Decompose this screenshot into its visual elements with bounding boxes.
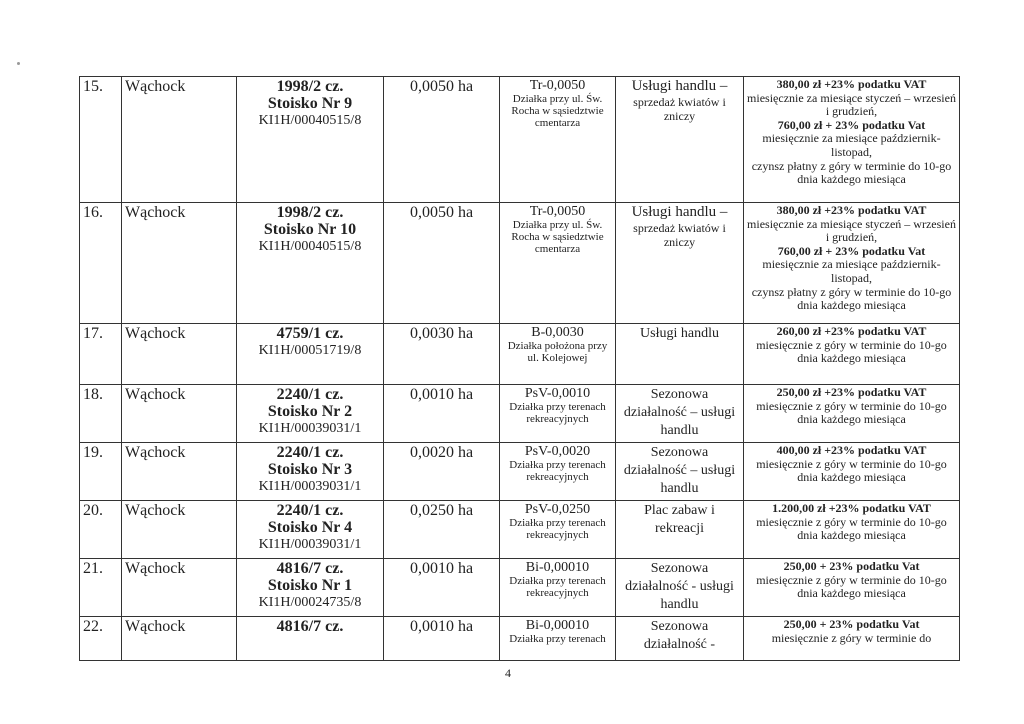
rent-cell bbox=[744, 617, 960, 661]
rent-line: miesięcznie za miesiące październik-listopad, bbox=[762, 131, 941, 159]
rent-line: miesięcznie z góry w terminie do bbox=[771, 630, 932, 645]
rent-line: 760,00 zł + 23% podatku Vat bbox=[777, 117, 926, 132]
rent-line: 380,00 zł +23% podatku VAT bbox=[776, 203, 927, 217]
parcel-cell bbox=[237, 443, 384, 501]
row-number: 18. bbox=[80, 385, 122, 443]
parcel-number: 4759/1 cz. bbox=[276, 325, 344, 342]
location: Wąchock bbox=[122, 617, 237, 661]
purpose-main: Usługi handlu bbox=[640, 326, 719, 341]
lease-table bbox=[79, 76, 960, 661]
plan-code: Bi-0,00010 bbox=[525, 618, 590, 633]
purpose-cell bbox=[616, 443, 744, 501]
purpose-main: Sezonowa działalność - bbox=[643, 619, 716, 652]
plan-description: Działka przy ul. Św. Rocha w sąsiedztwie cmentarza bbox=[511, 93, 604, 129]
row-number: 20. bbox=[80, 501, 122, 559]
land-register-number: KI1H/00040515/8 bbox=[258, 113, 362, 128]
row-number: 17. bbox=[80, 324, 122, 385]
page-number: 4 bbox=[505, 666, 511, 680]
parcel-cell bbox=[237, 617, 384, 661]
rent-cell bbox=[744, 443, 960, 501]
parcel-cell bbox=[237, 501, 384, 559]
plan-cell bbox=[500, 559, 616, 617]
land-register-number: KI1H/00051719/8 bbox=[258, 343, 362, 358]
stall-number: Stoisko Nr 1 bbox=[267, 577, 353, 594]
plan-code: Bi-0,00010 bbox=[525, 560, 590, 575]
plan-cell bbox=[500, 203, 616, 324]
row-number: 15. bbox=[80, 77, 122, 203]
purpose-sub: sprzedaż kwiatów i zniczy bbox=[633, 95, 726, 123]
plan-cell bbox=[500, 77, 616, 203]
row-number: 21. bbox=[80, 559, 122, 617]
purpose-cell bbox=[616, 385, 744, 443]
purpose-cell bbox=[616, 77, 744, 203]
area: 0,0250 ha bbox=[384, 501, 500, 559]
table-row bbox=[80, 501, 960, 559]
plan-cell bbox=[500, 617, 616, 661]
stall-number: Stoisko Nr 3 bbox=[267, 461, 353, 478]
area: 0,0030 ha bbox=[384, 324, 500, 385]
purpose-main: Sezonowa działalność - usługi handlu bbox=[625, 561, 734, 612]
parcel-cell bbox=[237, 77, 384, 203]
plan-code: PsV-0,0020 bbox=[524, 444, 591, 459]
parcel-number: 4816/7 cz. bbox=[276, 560, 344, 577]
parcel-number: 2240/1 cz. bbox=[276, 386, 344, 403]
plan-cell bbox=[500, 385, 616, 443]
table-row bbox=[80, 617, 960, 661]
land-register-number: KI1H/00039031/1 bbox=[258, 537, 362, 552]
location: Wąchock bbox=[122, 501, 237, 559]
table-row bbox=[80, 324, 960, 385]
purpose-main: Sezonowa działalność – usługi handlu bbox=[623, 387, 736, 438]
purpose-main: Plac zabaw i rekreacji bbox=[644, 503, 715, 536]
rent-line: czynsz płatny z góry w terminie do 10-go dnia każdego miesiąca bbox=[751, 158, 952, 187]
scan-speck bbox=[17, 62, 20, 65]
rent-cell bbox=[744, 324, 960, 385]
location: Wąchock bbox=[122, 203, 237, 324]
stall-number: Stoisko Nr 9 bbox=[267, 95, 353, 112]
plan-cell bbox=[500, 501, 616, 559]
parcel-number: 2240/1 cz. bbox=[276, 502, 344, 519]
parcel-cell bbox=[237, 203, 384, 324]
rent-line: 400,00 zł +23% podatku VAT bbox=[776, 443, 927, 457]
purpose-main: Usługi handlu – bbox=[631, 78, 728, 94]
rent-line: 1.200,00 zł +23% podatku VAT bbox=[772, 501, 931, 515]
plan-cell bbox=[500, 443, 616, 501]
area: 0,0050 ha bbox=[384, 77, 500, 203]
parcel-number: 1998/2 cz. bbox=[276, 78, 344, 95]
area: 0,0010 ha bbox=[384, 617, 500, 661]
parcel-cell bbox=[237, 559, 384, 617]
row-number: 22. bbox=[80, 617, 122, 661]
plan-description: Działka przy terenach rekreacyjnych bbox=[509, 401, 606, 425]
parcel-cell bbox=[237, 324, 384, 385]
purpose-cell bbox=[616, 559, 744, 617]
rent-line: miesięcznie z góry w terminie do 10-go dnia każdego miesiąca bbox=[756, 398, 947, 427]
plan-description: Działka przy terenach rekreacyjnych bbox=[509, 575, 606, 599]
area: 0,0050 ha bbox=[384, 203, 500, 324]
purpose-main: Usługi handlu – bbox=[631, 204, 728, 220]
rent-line: 250,00 zł +23% podatku VAT bbox=[776, 385, 927, 399]
land-register-number: KI1H/00039031/1 bbox=[258, 479, 362, 494]
table-row bbox=[80, 385, 960, 443]
row-number: 16. bbox=[80, 203, 122, 324]
location: Wąchock bbox=[122, 559, 237, 617]
rent-line: 380,00 zł +23% podatku VAT bbox=[776, 77, 927, 91]
land-register-number: KI1H/00040515/8 bbox=[258, 239, 362, 254]
plan-code: PsV-0,0250 bbox=[524, 502, 591, 517]
rent-line: 760,00 zł + 23% podatku Vat bbox=[777, 243, 926, 258]
parcel-number: 4816/7 cz. bbox=[276, 618, 344, 635]
rent-cell bbox=[744, 77, 960, 203]
rent-line: miesięcznie za miesiące styczeń – wrzesień i grudzień, bbox=[747, 90, 956, 119]
plan-description: Działka przy ul. Św. Rocha w sąsiedztwie cmentarza bbox=[511, 219, 604, 255]
location: Wąchock bbox=[122, 324, 237, 385]
table-row bbox=[80, 559, 960, 617]
rent-line: czynsz płatny z góry w terminie do 10-go dnia każdego miesiąca bbox=[751, 284, 952, 313]
plan-code: B-0,0030 bbox=[531, 325, 584, 340]
stall-number: Stoisko Nr 4 bbox=[267, 519, 353, 536]
plan-code: PsV-0,0010 bbox=[524, 386, 591, 401]
location: Wąchock bbox=[122, 443, 237, 501]
purpose-cell bbox=[616, 203, 744, 324]
rent-cell bbox=[744, 559, 960, 617]
location: Wąchock bbox=[122, 385, 237, 443]
rent-cell bbox=[744, 385, 960, 443]
rent-cell bbox=[744, 203, 960, 324]
purpose-sub: sprzedaż kwiatów i zniczy bbox=[633, 221, 726, 249]
area: 0,0010 ha bbox=[384, 559, 500, 617]
plan-cell bbox=[500, 324, 616, 385]
plan-description: Działka położona przy ul. Kolejowej bbox=[507, 340, 608, 364]
land-register-number: KI1H/00024735/8 bbox=[258, 595, 362, 610]
purpose-cell bbox=[616, 501, 744, 559]
rent-line: 260,00 zł +23% podatku VAT bbox=[776, 324, 927, 338]
row-number: 19. bbox=[80, 443, 122, 501]
plan-description: Działka przy terenach bbox=[509, 633, 606, 645]
stall-number: Stoisko Nr 10 bbox=[263, 221, 357, 238]
rent-line: miesięcznie za miesiące październik-listopad, bbox=[762, 257, 941, 285]
rent-line: miesięcznie z góry w terminie do 10-go dnia każdego miesiąca bbox=[756, 514, 947, 543]
parcel-number: 1998/2 cz. bbox=[276, 204, 344, 221]
purpose-main: Sezonowa działalność – usługi handlu bbox=[623, 445, 736, 496]
parcel-number: 2240/1 cz. bbox=[276, 444, 344, 461]
location: Wąchock bbox=[122, 77, 237, 203]
rent-line: miesięcznie z góry w terminie do 10-go dnia każdego miesiąca bbox=[756, 572, 947, 601]
purpose-cell bbox=[616, 617, 744, 661]
land-register-number: KI1H/00039031/1 bbox=[258, 421, 362, 436]
plan-description: Działka przy terenach rekreacyjnych bbox=[509, 517, 606, 541]
plan-description: Działka przy terenach rekreacyjnych bbox=[509, 459, 606, 483]
stall-number: Stoisko Nr 2 bbox=[267, 403, 353, 420]
rent-line: miesięcznie z góry w terminie do 10-go dnia każdego miesiąca bbox=[756, 337, 947, 366]
plan-code: Tr-0,0050 bbox=[529, 204, 586, 219]
purpose-cell bbox=[616, 324, 744, 385]
table-row bbox=[80, 203, 960, 324]
plan-code: Tr-0,0050 bbox=[529, 78, 586, 93]
parcel-cell bbox=[237, 385, 384, 443]
table-row bbox=[80, 77, 960, 203]
table-row bbox=[80, 443, 960, 501]
rent-line: 250,00 + 23% podatku Vat bbox=[783, 617, 920, 631]
rent-line: miesięcznie za miesiące styczeń – wrzesień i grudzień, bbox=[747, 216, 956, 245]
rent-line: 250,00 + 23% podatku Vat bbox=[783, 559, 920, 573]
area: 0,0010 ha bbox=[384, 385, 500, 443]
rent-cell bbox=[744, 501, 960, 559]
rent-line: miesięcznie z góry w terminie do 10-go dnia każdego miesiąca bbox=[756, 456, 947, 485]
area: 0,0020 ha bbox=[384, 443, 500, 501]
